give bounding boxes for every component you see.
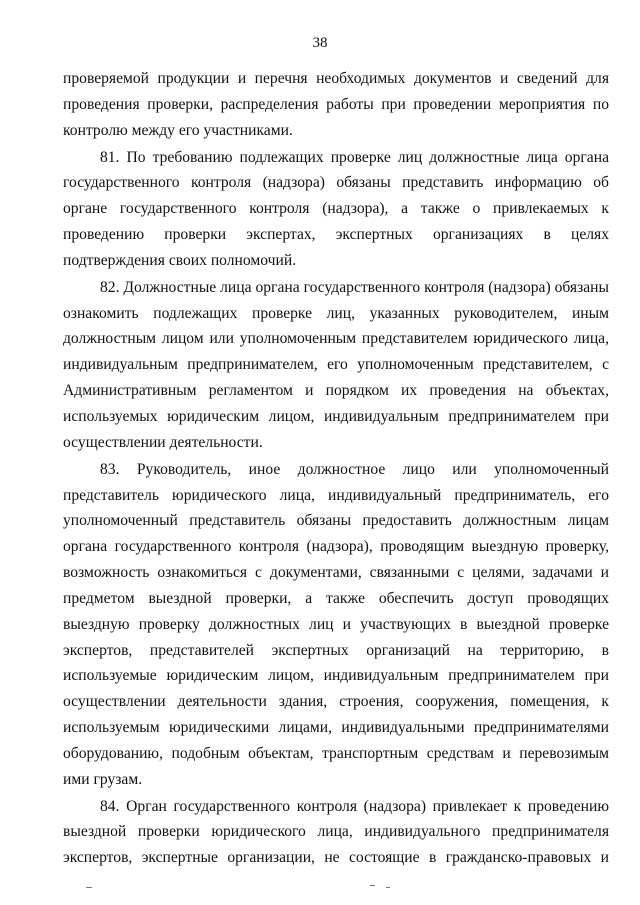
- paragraph-continuation: проверяемой продукции и перечня необходимых документов и сведений для проведения проверки, распределения работы при проведении мероприятия по контролю между его участниками.: [63, 70, 609, 139]
- scan-artifact-mark: [386, 887, 390, 888]
- document-body: [63, 66, 609, 871]
- page-number: 38: [312, 35, 328, 51]
- paragraph-item-82: 82. Должностные лица органа государственного контроля (надзора) обязаны ознакомить подлежащих проверке лиц, указанных руководителем, иным должностным лицом или уполномоченным представителем юридического лица, индивидуальным предпринимателем, его уполномоченным представителем, с Административным регламентом и порядком их проведения на объектах, используемых юридическим лицом, индивидуальным предпринимателем при осуществлении деятельности.: [63, 278, 609, 451]
- paragraph-item-81: 81. По требованию подлежащих проверке лиц должностные лица органа государственного контроля (надзора) обязаны представить информацию об органе государственного контроля (надзора), а также о привлекаемых к проведению проверки экспертах, экспертных организациях в целях подтверждения своих полномочий.: [63, 148, 609, 269]
- paragraph-item-83: 83. Руководитель, иное должностное лицо или уполномоченный представитель юридического лица, индивидуальный предприниматель, его уполномоченный представитель обязаны предоставить должностным лицам органа государственного контроля (надзора), проводящим выездную проверку, возможность ознакомиться с документами, связанными с целями, задачами и предметом выездной проверки, а также обеспечить доступ проводящих выездную проверку должностных лиц и участвующих в выездной проверке экспертов, представителей экспертных организаций на территорию, в используемые юридическим лицом, индивидуальным предпринимателем при осуществлении деятельности здания, строения, сооружения, помещения, к используемым юридическими лицами, индивидуальными предпринимателями оборудованию, подобным объектам, транспортным средствам и перевозимым ими грузам.: [63, 460, 609, 788]
- scan-artifact-mark: [370, 885, 375, 886]
- paragraph-item-84: 84. Орган государственного контроля (надзора) привлекает к проведению выездной проверки юридического лица, индивидуального предпринимателя экспертов, экспертные организации, не состоящие в гражданско-правовых и: [63, 797, 609, 867]
- scan-artifact-mark: [86, 887, 92, 888]
